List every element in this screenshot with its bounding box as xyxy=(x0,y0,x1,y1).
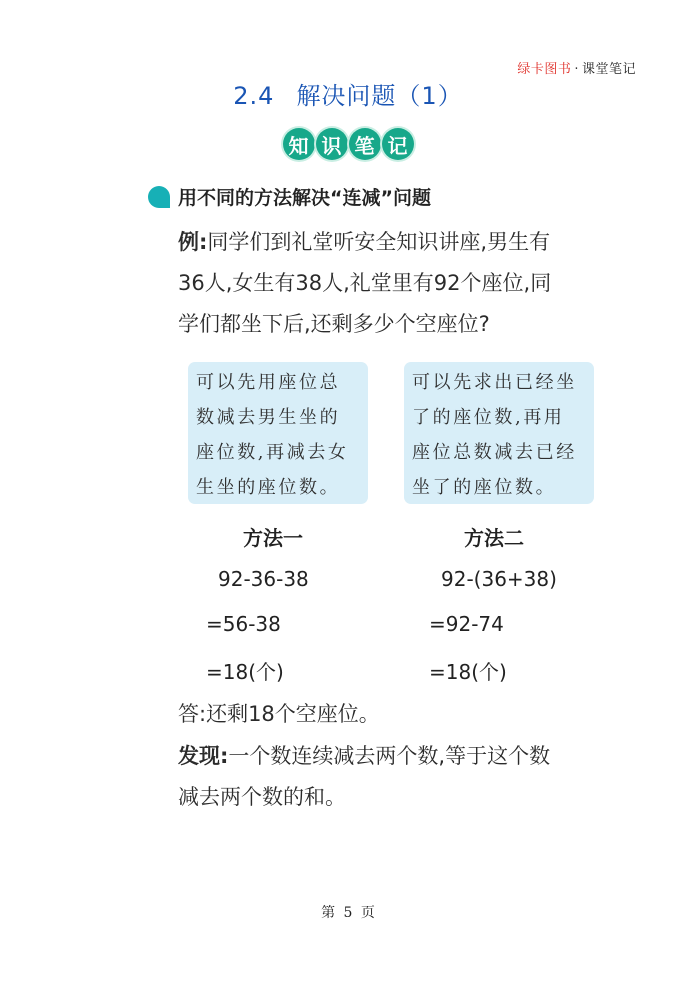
hint-line: 数减去男生坐的 xyxy=(196,407,341,428)
speech-bubble-icon xyxy=(148,186,170,208)
example-line: 学们都坐下后,还剩多少个空座位? xyxy=(178,312,490,336)
answer-line: 答:还剩18个空座位。 xyxy=(178,702,380,726)
brand-name-black: 课堂笔记 xyxy=(581,62,636,77)
hint-line: 坐了的座位数。 xyxy=(412,477,557,498)
method-2-step: =92-74 xyxy=(429,612,504,636)
section-badge-char: 知 xyxy=(283,128,315,160)
hint-box-method-1 xyxy=(188,362,368,504)
hint-box-method-2 xyxy=(404,362,594,504)
lesson-title-text: 解决问题（1） xyxy=(296,82,463,110)
section-badge-char: 识 xyxy=(316,128,348,160)
lesson-title xyxy=(0,76,696,111)
discovery-label: 发现: xyxy=(178,744,229,768)
discovery-note xyxy=(178,736,550,818)
discovery-line: 减去两个数的和。 xyxy=(178,785,346,809)
brand-name-red: 绿卡图书 xyxy=(517,62,572,77)
section-badge-char: 记 xyxy=(382,128,414,160)
example-line: 36人,女生有38人,礼堂里有92个座位,同 xyxy=(178,271,552,295)
topic-text: 用不同的方法解决“连减”问题 xyxy=(178,187,431,209)
section-badge xyxy=(0,128,696,160)
hint-line: 座位数,再减去女 xyxy=(196,442,349,463)
brand-mark xyxy=(517,58,636,77)
example-problem xyxy=(178,222,551,345)
hint-line: 生坐的座位数。 xyxy=(196,477,341,498)
topic-heading xyxy=(148,183,431,210)
method-1-step: 92-36-38 xyxy=(218,567,309,591)
hint-line: 座位总数减去已经 xyxy=(412,442,577,463)
hint-line: 了的座位数,再用 xyxy=(412,407,565,428)
method-2-heading: 方法二 xyxy=(464,526,524,550)
discovery-line: 发现:一个数连续减去两个数,等于这个数 xyxy=(178,744,551,768)
lesson-number: 2.4 xyxy=(233,82,275,110)
example-label: 例: xyxy=(178,230,208,254)
example-line: 例:同学们到礼堂听安全知识讲座,男生有 xyxy=(178,230,551,254)
section-badge-char: 笔 xyxy=(349,128,381,160)
method-2-step: =18(个) xyxy=(429,660,507,684)
hint-line: 可以先求出已经坐 xyxy=(412,372,577,393)
method-1-step: =18(个) xyxy=(206,660,284,684)
hint-line: 可以先用座位总 xyxy=(196,372,341,393)
method-1-heading: 方法一 xyxy=(243,526,303,550)
brand-separator: · xyxy=(574,62,579,77)
method-1-step: =56-38 xyxy=(206,612,281,636)
page-number: 第 5 页 xyxy=(321,905,375,921)
method-2-step: 92-(36+38) xyxy=(441,567,557,591)
